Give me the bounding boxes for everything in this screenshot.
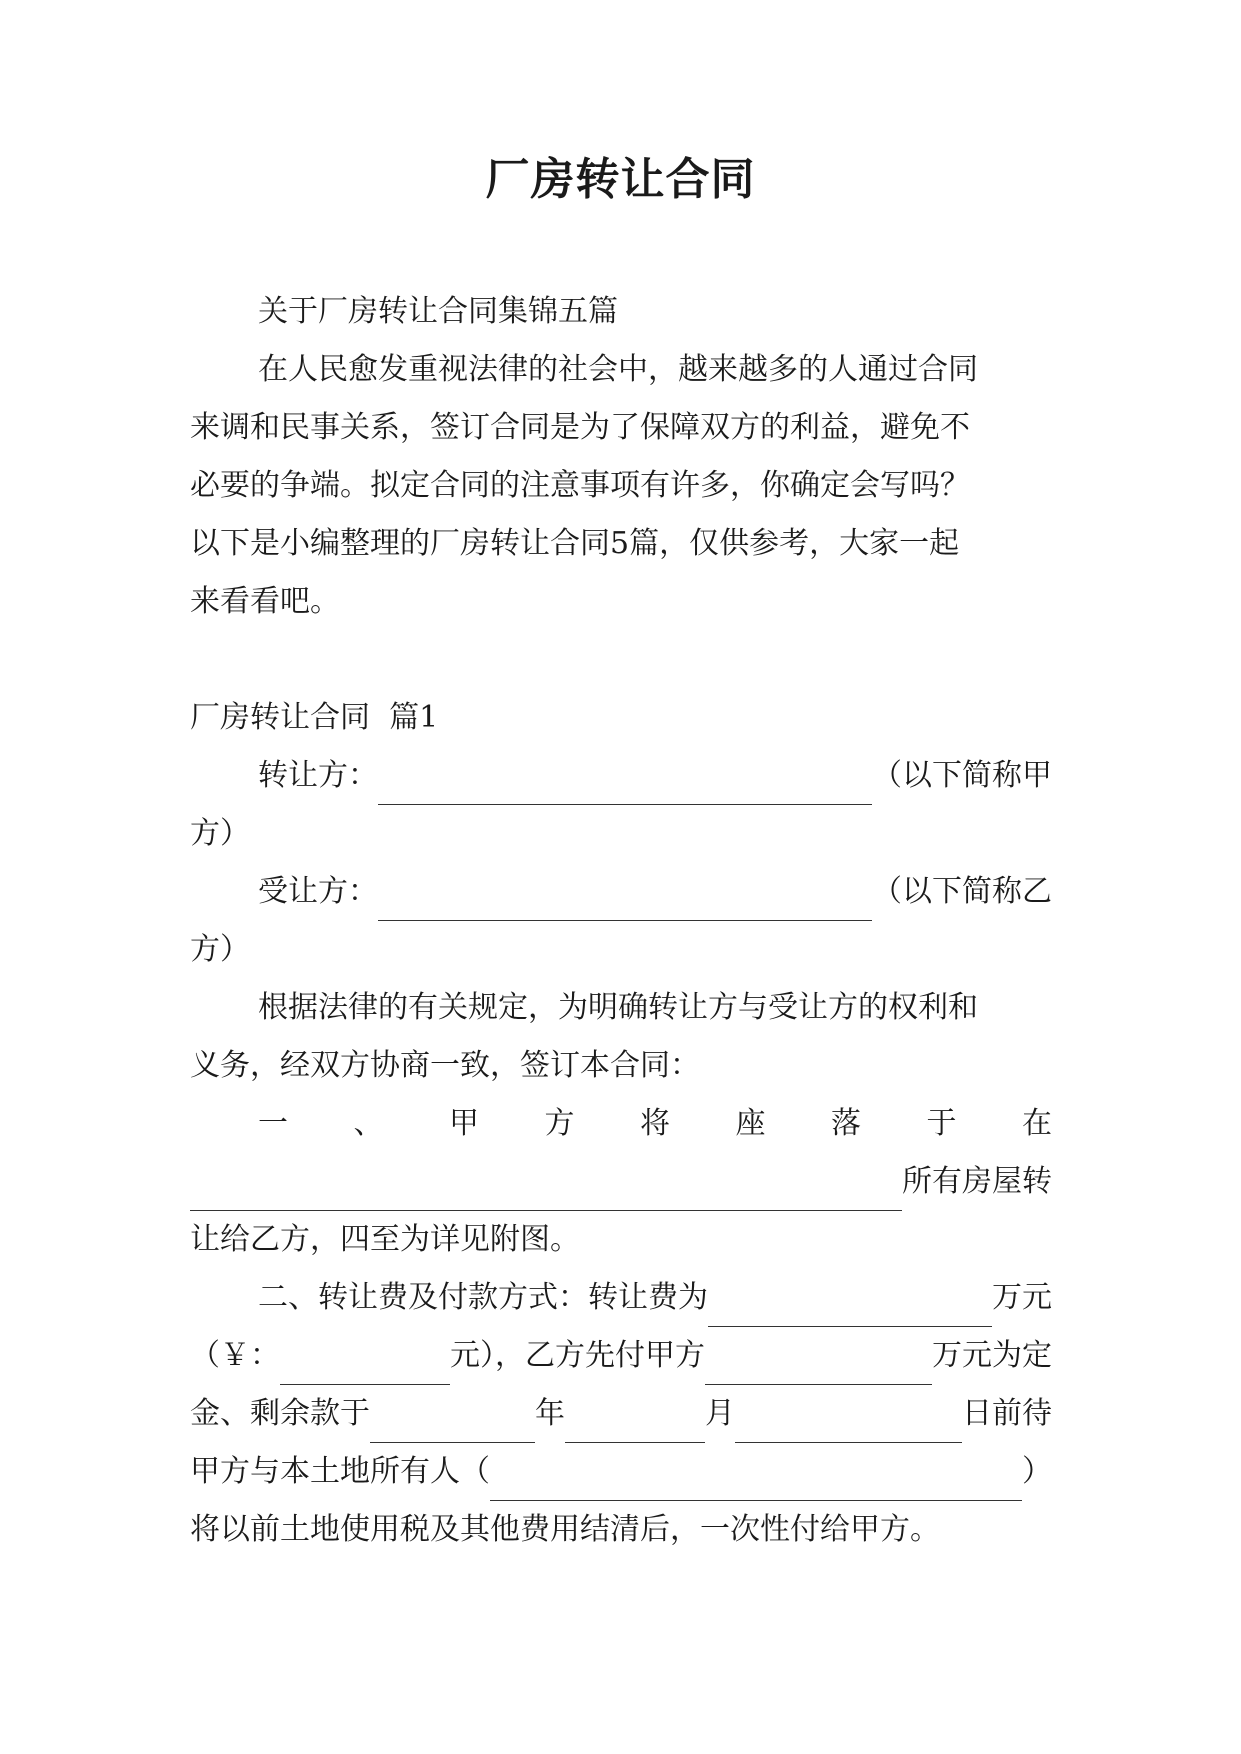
- owner-suffix: ）: [1022, 1454, 1052, 1489]
- location-blank: [190, 1178, 902, 1211]
- transferor-blank: [378, 772, 872, 805]
- owner-prefix: 甲方与本土地所有人（: [190, 1454, 490, 1489]
- transferee-suffix-continued: 方）: [190, 932, 250, 967]
- year-blank: [370, 1410, 535, 1443]
- rmb-amount-blank: [280, 1352, 450, 1385]
- document-body: [190, 283, 1052, 1559]
- transferee-suffix: （以下简称乙: [872, 874, 1052, 909]
- rmb-prefix: （￥：: [190, 1338, 280, 1373]
- clause2-date-line: [190, 1385, 1052, 1443]
- clause2-amount-line: [190, 1327, 1052, 1385]
- deposit-blank: [705, 1352, 932, 1385]
- rest-prefix: 金、剩余款于: [190, 1396, 370, 1431]
- basis-line: 根据法律的有关规定，为明确转让方与受让方的权利和: [258, 990, 978, 1025]
- clause1-line: [190, 1095, 1052, 1153]
- clause2-owner-line: [190, 1443, 1052, 1501]
- clause2-final: 将以前土地使用税及其他费用结清后，一次性付给甲方。: [190, 1512, 940, 1547]
- deposit-suffix: 万元为定: [932, 1338, 1052, 1373]
- transferee-line: [190, 863, 1052, 921]
- transferee-blank: [378, 888, 872, 921]
- clause2-text: 二、转让费及付款方式：转让费为: [258, 1280, 708, 1315]
- month-label: 月: [705, 1396, 735, 1431]
- clause1-char: 甲: [449, 1106, 479, 1141]
- clause1-char: 落: [831, 1106, 861, 1141]
- basis-line: 义务，经双方协商一致，签订本合同：: [190, 1048, 700, 1083]
- clause1-char: 于: [926, 1106, 957, 1141]
- transfer-fee-blank: [708, 1294, 992, 1327]
- rmb-suffix: 元），乙方先付甲方: [450, 1338, 705, 1373]
- transferor-line: [190, 747, 1052, 805]
- clause1-char: 一: [258, 1106, 288, 1141]
- owner-blank: [490, 1468, 1022, 1501]
- clause1-char: 、: [353, 1106, 384, 1141]
- document-title: 厂房转让合同: [485, 154, 756, 205]
- clause1-char: 在: [1022, 1106, 1052, 1141]
- clause1-char: 方: [544, 1106, 575, 1141]
- section-heading: 厂房转让合同 篇1: [190, 700, 439, 735]
- intro-paragraph-line: 以下是小编整理的厂房转让合同5篇，仅供参考，大家一起: [190, 526, 960, 561]
- intro-paragraph-line: 在人民愈发重视法律的社会中，越来越多的人通过合同: [258, 352, 978, 387]
- clause1-char: 将: [640, 1106, 670, 1141]
- clause1-suffix: 所有房屋转: [902, 1164, 1052, 1199]
- month-blank: [565, 1410, 705, 1443]
- year-label: 年: [535, 1396, 565, 1431]
- section-spacer: [190, 631, 1052, 689]
- intro-paragraph-line: 来看看吧。: [190, 584, 340, 619]
- clause2-unit: 万元: [992, 1280, 1052, 1315]
- intro-paragraph-line: 来调和民事关系，签订合同是为了保障双方的利益，避免不: [190, 410, 970, 445]
- day-label: 日前待: [962, 1396, 1052, 1431]
- clause1-char: 座: [735, 1106, 766, 1141]
- clause2-line: [190, 1269, 1052, 1327]
- intro-heading: 关于厂房转让合同集锦五篇: [258, 294, 618, 329]
- clause1-location-line: [190, 1153, 1052, 1211]
- transferor-suffix-continued: 方）: [190, 816, 250, 851]
- transferee-label: 受让方：: [258, 874, 378, 909]
- transferor-label: 转让方：: [258, 758, 378, 793]
- intro-paragraph-line: 必要的争端。拟定合同的注意事项有许多，你确定会写吗？: [190, 468, 970, 503]
- transferor-suffix: （以下简称甲: [872, 758, 1052, 793]
- day-blank: [735, 1410, 962, 1443]
- clause1-ending: 让给乙方，四至为详见附图。: [190, 1222, 580, 1257]
